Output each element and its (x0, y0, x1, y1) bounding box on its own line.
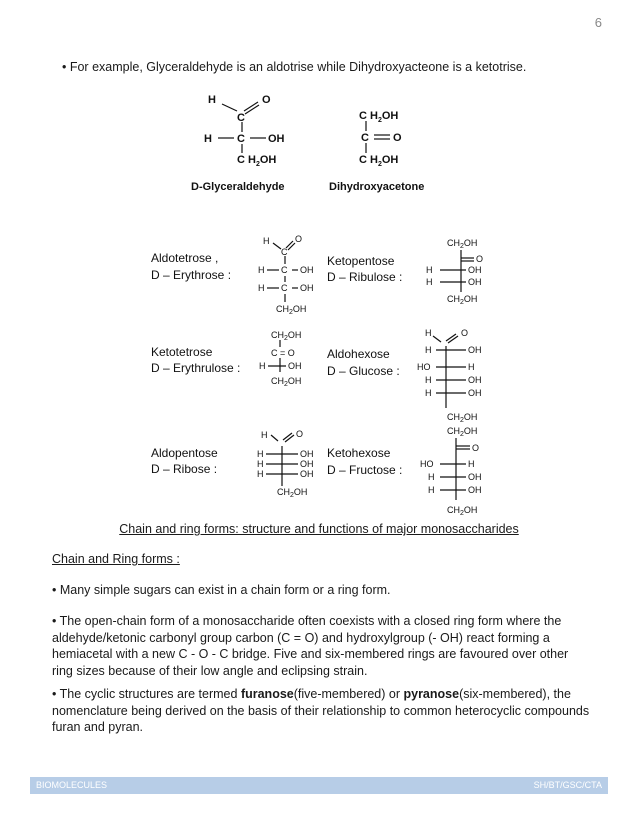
pyranose-term: pyranose (403, 687, 460, 701)
aldohexose-label-2: D – Glucose : (327, 364, 400, 378)
sub-heading: Chain and Ring forms : (52, 552, 180, 566)
ketopentose-label-2: D – Ribulose : (327, 270, 403, 284)
svg-text:C: C (281, 265, 288, 275)
svg-text:CH2OH: $CH_2OH$ (277, 487, 308, 499)
svg-text:C: C (281, 283, 288, 293)
svg-text:H: H (257, 469, 264, 479)
svg-text:OH: OH (468, 345, 482, 355)
svg-text:C: C (281, 247, 288, 257)
svg-text:OH: OH (300, 449, 314, 459)
svg-text:H: H (428, 485, 435, 495)
aldotetrose-label-2: D – Erythrose : (151, 268, 232, 282)
svg-text:CH2OH: $CH_2OH$ (447, 412, 478, 424)
ketopentose-label-1: Ketopentose (327, 254, 395, 268)
intro-text: • For example, Glyceraldehyde is an aldotrise while Dihydroxyacteone is a ketotrise. (62, 60, 527, 74)
paragraph-3-start: • The cyclic structures are termed (52, 687, 241, 701)
svg-text:H: H (261, 430, 268, 440)
svg-text:O: O (472, 443, 480, 453)
ketohexose-label-2: D – Fructose : (327, 463, 403, 477)
ketotetrose-label-1: Ketotetrose (151, 345, 213, 359)
svg-text:H: H (428, 472, 435, 482)
svg-text:H: H (258, 265, 265, 275)
svg-text:H: H (263, 236, 270, 246)
svg-text:O: O (295, 234, 303, 244)
aldotetrose-label-1: Aldotetrose , (151, 251, 219, 265)
svg-text:C = O: C = O (271, 348, 295, 358)
svg-text:O: O (461, 328, 469, 338)
svg-text:O: O (476, 254, 484, 264)
footer-bar (30, 777, 608, 794)
section-title: Chain and ring forms: structure and functions of major monosaccharides (119, 522, 519, 536)
svg-text:CH2OH: $CH_2OH$ (271, 376, 302, 388)
svg-text:OH: OH (300, 459, 314, 469)
svg-text:O: O (296, 429, 304, 439)
svg-text:OH: OH (468, 277, 482, 287)
svg-text:C H2OH: C $H_2OH$ (359, 154, 399, 168)
svg-text:H: H (468, 362, 475, 372)
svg-text:OH: OH (300, 283, 314, 293)
ketotetrose-label-2: D – Erythrulose : (151, 361, 241, 375)
svg-text:OH: OH (468, 388, 482, 398)
aldohexose-label-1: Aldohexose (327, 347, 390, 361)
ketohexose-label-1: Ketohexose (327, 446, 391, 460)
footer-left: BIOMOLECULES (36, 780, 108, 790)
svg-text:H: H (259, 361, 266, 371)
svg-text:CH2OH: $CH_2OH$ (271, 330, 302, 342)
page-number: 6 (594, 15, 602, 30)
svg-text:H: H (208, 94, 216, 106)
paragraph-3-end: (six-membered), the nomenclature being derived on the basis of their relationship to common heterocyclic compounds furan and pyran. (52, 687, 590, 734)
svg-text:H: H (468, 459, 475, 469)
furanose-term: furanose (240, 687, 294, 701)
svg-text:C H2OH: C $H_2OH$ (359, 110, 399, 124)
svg-text:H: H (425, 375, 432, 385)
svg-text:H: H (425, 328, 432, 338)
svg-text:OH: OH (468, 472, 482, 482)
svg-text:OH: OH (468, 375, 482, 385)
svg-text:O: O (393, 132, 402, 144)
svg-text:C: C (237, 112, 245, 124)
svg-text:H: H (426, 265, 433, 275)
svg-text:H: H (204, 133, 212, 145)
svg-text:C: C (237, 133, 245, 145)
svg-text:H: H (257, 449, 264, 459)
svg-text:HO: HO (417, 362, 431, 372)
svg-text:C: C (361, 132, 369, 144)
svg-text:CH2OH: $CH_2OH$ (447, 238, 478, 250)
svg-text:OH: OH (468, 485, 482, 495)
aldopentose-label-2: D – Ribose : (151, 462, 218, 476)
paragraph-3 (52, 686, 592, 736)
svg-text:H: H (258, 283, 265, 293)
svg-text:OH: OH (468, 265, 482, 275)
svg-text:CH2OH: $CH_2OH$ (276, 304, 307, 316)
svg-text:OH: OH (300, 469, 314, 479)
svg-text:H: H (426, 277, 433, 287)
svg-text:H: H (257, 459, 264, 469)
svg-text:HO: HO (420, 459, 434, 469)
svg-text:C H2OH: C $H_2OH$ (237, 154, 277, 168)
svg-text:CH2OH: $CH_2OH$ (447, 294, 478, 306)
aldopentose-label-1: Aldopentose (151, 446, 218, 460)
svg-text:CH2OH: $CH_2OH$ (447, 426, 478, 438)
paragraph-1: • Many simple sugars can exist in a chain form or a ring form. (52, 583, 391, 597)
paragraph-3-middle: (five-membered) or (293, 687, 404, 701)
glyceraldehyde-caption: D-Glyceraldehyde (191, 181, 285, 193)
dihydroxyacetone-caption: Dihydroxyacetone (329, 181, 425, 193)
svg-text:H: H (425, 388, 432, 398)
svg-text:OH: OH (300, 265, 314, 275)
paragraph-2: • The open-chain form of a monosaccharide often coexists with a closed ring form where the aldehyde/ketonic carbonyl group carbon (C = O) and hydroxylgroup (- OH) react forming a hemiacetal with a new C - O - C bridge. Five and six-membered rings are favoured over other ring sizes because of their low angle and eclipsing strain. (52, 614, 569, 678)
footer-right: SH/BT/GSC/CTA (533, 780, 602, 790)
svg-text:OH: OH (268, 133, 285, 145)
svg-text:CH2OH: $CH_2OH$ (447, 505, 478, 517)
svg-text:H: H (425, 345, 432, 355)
svg-text:O: O (262, 94, 271, 106)
svg-text:OH: OH (288, 361, 302, 371)
